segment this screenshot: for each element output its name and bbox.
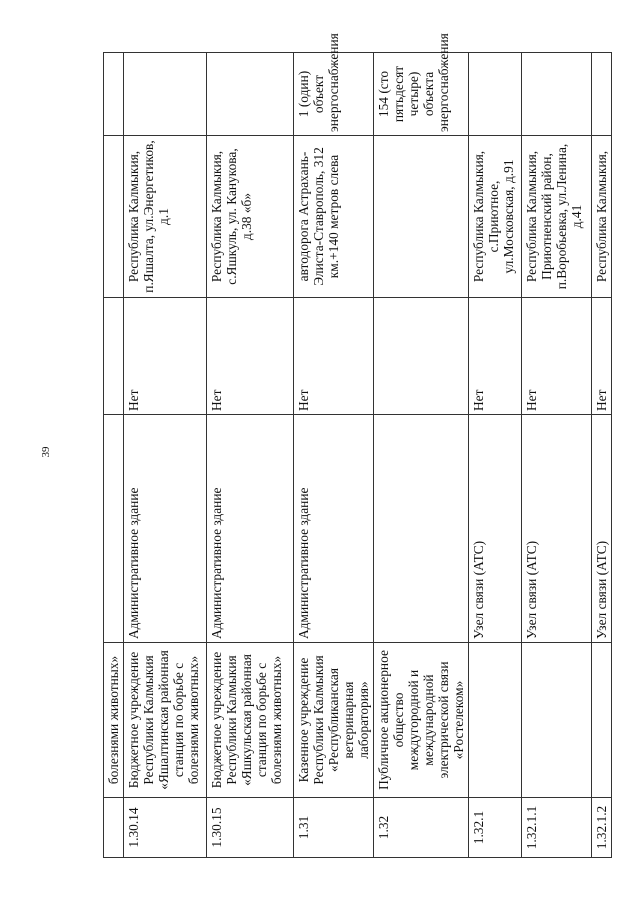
cell-name: Казенное учреждение Республики Калмыкия «Республиканская ветеринарная лаборатория»	[294, 643, 374, 798]
cell-object: Административное здание	[124, 415, 207, 643]
cell-encumbrance: Нет	[592, 298, 612, 415]
cell-name: Бюджетное учреждение Республики Калмыкия «Яшалтинская районная станция по борьбе с болезнями животных»	[124, 643, 207, 798]
table-row	[294, 53, 374, 858]
cell-name	[469, 643, 522, 798]
cell-encumbrance: Нет	[294, 298, 374, 415]
cell-address: Республика Калмыкия, с.Яшкуль, ул. Канукова, д.38 «б»	[207, 136, 294, 298]
cell-object	[374, 415, 469, 643]
cell-number	[104, 798, 124, 858]
cell-name: Публичное акционерное общество междугородной и международной электрической связи «Ростелеком»	[374, 643, 469, 798]
cell-number: 1.30.15	[207, 798, 294, 858]
cell-encumbrance: Нет	[124, 298, 207, 415]
cell-address	[104, 136, 124, 298]
cell-address: Республика Калмыкия, п.Яшалта, ул.Энергетиков, д.1	[124, 136, 207, 298]
cell-number: 1.32.1	[469, 798, 522, 858]
cell-quantity	[522, 53, 592, 136]
cell-encumbrance	[374, 298, 469, 415]
cell-quantity	[592, 53, 612, 136]
rotated-table-sheet	[103, 33, 609, 858]
cell-object: Административное здание	[207, 415, 294, 643]
cell-quantity	[207, 53, 294, 136]
cell-name	[522, 643, 592, 798]
cell-object: Узел связи (АТС)	[469, 415, 522, 643]
table-row	[522, 53, 592, 858]
cell-quantity	[124, 53, 207, 136]
cell-encumbrance	[104, 298, 124, 415]
objects-table	[103, 33, 612, 858]
cell-quantity: 154 (сто пятьдесят четыре) объекта энергоснабжения	[374, 53, 469, 136]
cell-object: Административное здание	[294, 415, 374, 643]
cell-name: Бюджетное учреждение Республики Калмыкия «Яшкульская районная станция по борьбе с болезнями животных»	[207, 643, 294, 798]
cell-number: 1.31	[294, 798, 374, 858]
cell-number: 1.32.1.1	[522, 798, 592, 858]
cell-object: Узел связи (АТС)	[522, 415, 592, 643]
cell-address: Республика Калмыкия,	[592, 136, 612, 298]
table-row	[469, 53, 522, 858]
table-row	[592, 53, 612, 858]
cell-quantity	[104, 53, 124, 136]
table-row	[207, 53, 294, 858]
table-row	[104, 53, 124, 858]
table-row	[374, 53, 469, 858]
cell-number: 1.32.1.2	[592, 798, 612, 858]
cell-object: Узел связи (АТС)	[592, 415, 612, 643]
cell-object	[104, 415, 124, 643]
cell-encumbrance: Нет	[469, 298, 522, 415]
cell-name: болезнями животных»	[104, 643, 124, 798]
cell-encumbrance: Нет	[207, 298, 294, 415]
cell-address: автодорога Астрахань-Элиста-Ставрополь, 312 км.+140 метров слева	[294, 136, 374, 298]
page-number: 39	[40, 446, 52, 458]
table-row	[124, 53, 207, 858]
cell-address: Республика Калмыкия, Приютненский район, п.Воробьевка, ул.Ленина, д.41	[522, 136, 592, 298]
cell-encumbrance: Нет	[522, 298, 592, 415]
cell-address: Республика Калмыкия, с.Приютное, ул.Московская, д.91	[469, 136, 522, 298]
cell-number: 1.30.14	[124, 798, 207, 858]
cell-quantity	[469, 53, 522, 136]
cell-name	[592, 643, 612, 798]
cell-number: 1.32	[374, 798, 469, 858]
cell-address	[374, 136, 469, 298]
cell-quantity: 1 (один) объект энергоснабжения	[294, 53, 374, 136]
